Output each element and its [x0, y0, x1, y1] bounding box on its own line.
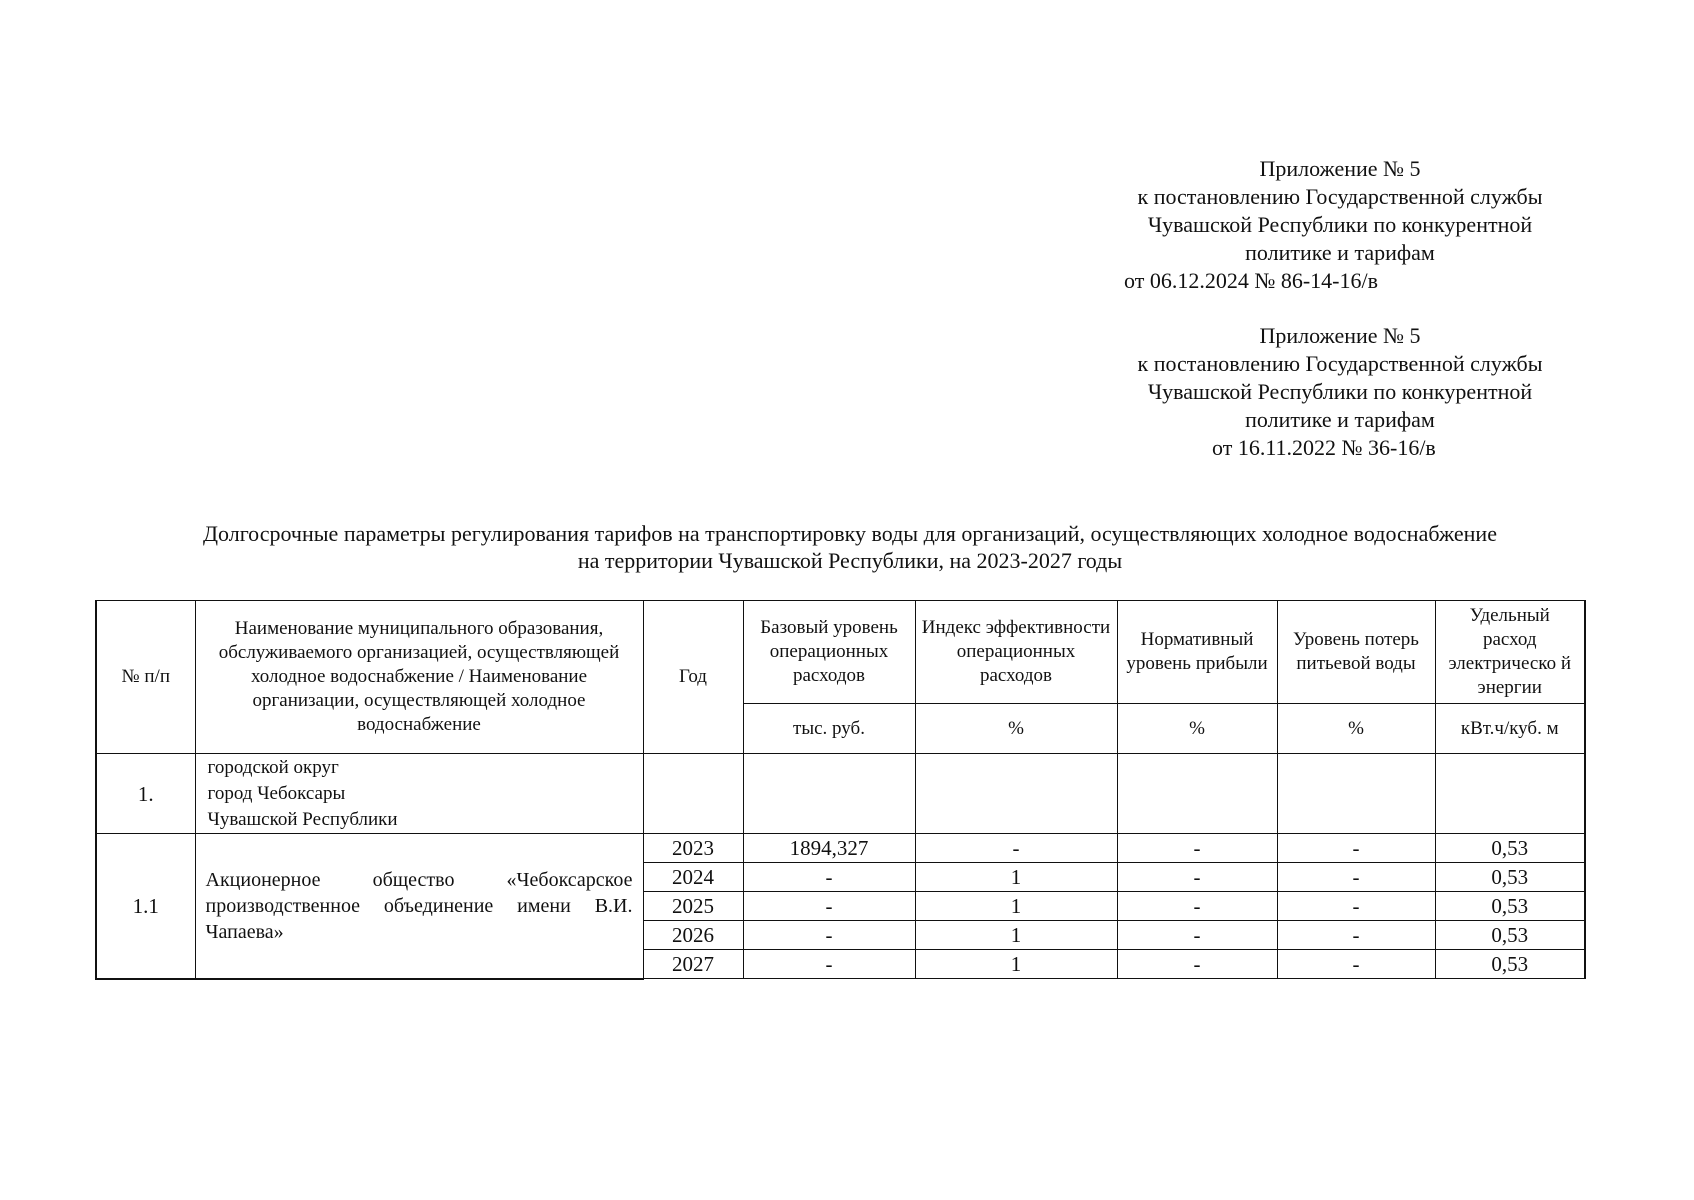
- table-row-region: [96, 754, 1585, 834]
- cell-efficiency: 1: [915, 892, 1117, 921]
- cell-profit: -: [1117, 863, 1277, 892]
- cell-energy: 0,53: [1435, 834, 1585, 863]
- unit-energy: кВт.ч/куб. м: [1435, 704, 1585, 754]
- appendix-line: к постановлению Государственной службы: [1137, 351, 1543, 376]
- appendix-line: Чувашской Республики по конкурентной: [1147, 212, 1533, 237]
- cell-base-cost: -: [743, 892, 915, 921]
- organization-num: 1.1: [96, 834, 195, 979]
- header-energy: Удельный расход электрическо й энергии: [1435, 601, 1585, 704]
- cell-year: 2024: [643, 863, 743, 892]
- document-title-line: Долгосрочные параметры регулирования тарифов на транспортировку воды для организаций, осуществляющих холодное водоснабжение: [203, 521, 1497, 546]
- cell-efficiency: 1: [915, 863, 1117, 892]
- header-name: Наименование муниципального образования, обслуживаемого организацией, осуществляющей холодное водоснабжение / Наименование организации, осуществляющей холодное водоснабжение: [195, 601, 643, 754]
- appendix-note-previous: [1110, 322, 1570, 462]
- empty-cell: [1117, 754, 1277, 834]
- cell-losses: -: [1277, 950, 1435, 979]
- cell-profit: -: [1117, 921, 1277, 950]
- cell-year: 2027: [643, 950, 743, 979]
- cell-losses: -: [1277, 892, 1435, 921]
- region-line: городской округ: [207, 756, 339, 778]
- cell-energy: 0,53: [1435, 863, 1585, 892]
- cell-year: 2026: [643, 921, 743, 950]
- appendix-line: к постановлению Государственной службы: [1137, 184, 1543, 209]
- cell-efficiency: 1: [915, 950, 1117, 979]
- table-header-row: [96, 601, 1585, 704]
- cell-energy: 0,53: [1435, 892, 1585, 921]
- header-num: № п/п: [96, 601, 195, 754]
- cell-profit: -: [1117, 892, 1277, 921]
- organization-name: Акционерное общество «Чебоксарское производственное объединение имени В.И. Чапаева»: [195, 834, 643, 979]
- unit-base-cost: тыс. руб.: [743, 704, 915, 754]
- unit-profit: %: [1117, 704, 1277, 754]
- cell-profit: -: [1117, 834, 1277, 863]
- cell-efficiency: -: [915, 834, 1117, 863]
- region-line: город Чебоксары: [207, 782, 346, 804]
- appendix-title: Приложение № 5: [1259, 323, 1421, 348]
- table-row-year: [96, 834, 1585, 863]
- header-base-cost: Базовый уровень операционных расходов: [743, 601, 915, 704]
- header-efficiency: Индекс эффективности операционных расходов: [915, 601, 1117, 704]
- cell-year: 2023: [643, 834, 743, 863]
- cell-base-cost: -: [743, 921, 915, 950]
- cell-energy: 0,53: [1435, 921, 1585, 950]
- cell-efficiency: 1: [915, 921, 1117, 950]
- empty-cell: [643, 754, 743, 834]
- appendix-line: политике и тарифам: [1245, 407, 1435, 432]
- appendix-title: Приложение № 5: [1259, 156, 1421, 181]
- unit-efficiency: %: [915, 704, 1117, 754]
- cell-base-cost: 1894,327: [743, 834, 915, 863]
- region-num: 1.: [96, 754, 195, 834]
- cell-profit: -: [1117, 950, 1277, 979]
- document-title-line: на территории Чувашской Республики, на 2023-2027 годы: [577, 548, 1123, 573]
- parameters-table: [95, 600, 1586, 980]
- empty-cell: [1435, 754, 1585, 834]
- cell-losses: -: [1277, 834, 1435, 863]
- empty-cell: [743, 754, 915, 834]
- appendix-date: от 16.11.2022 № 36-16/в: [1212, 435, 1436, 460]
- region-name: [195, 754, 643, 834]
- header-losses: Уровень потерь питьевой воды: [1277, 601, 1435, 704]
- empty-cell: [915, 754, 1117, 834]
- cell-losses: -: [1277, 921, 1435, 950]
- header-year: Год: [643, 601, 743, 754]
- unit-losses: %: [1277, 704, 1435, 754]
- header-profit: Нормативный уровень прибыли: [1117, 601, 1277, 704]
- cell-losses: -: [1277, 863, 1435, 892]
- cell-base-cost: -: [743, 950, 915, 979]
- cell-base-cost: -: [743, 863, 915, 892]
- appendix-date: от 06.12.2024 № 86-14-16/в: [1124, 268, 1378, 293]
- region-line: Чувашской Республики: [207, 808, 398, 830]
- document-title: [100, 520, 1600, 574]
- appendix-note-current: [1110, 155, 1570, 295]
- empty-cell: [1277, 754, 1435, 834]
- cell-year: 2025: [643, 892, 743, 921]
- appendix-line: политике и тарифам: [1245, 240, 1435, 265]
- appendix-line: Чувашской Республики по конкурентной: [1147, 379, 1533, 404]
- cell-energy: 0,53: [1435, 950, 1585, 979]
